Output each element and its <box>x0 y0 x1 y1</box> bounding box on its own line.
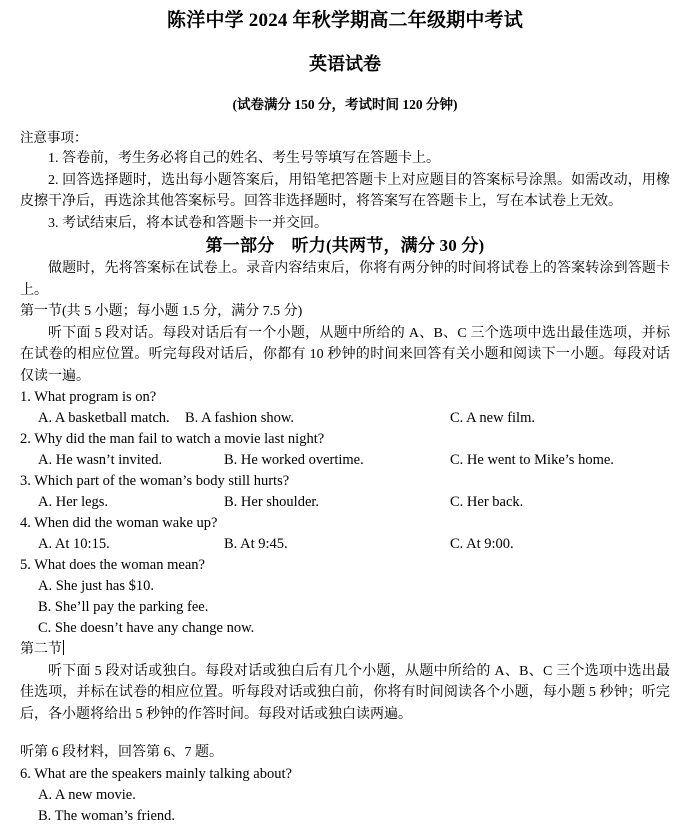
section-two-instructions: 听下面 5 段对话或独白。每段对话或独白后有几个小题，从题中所给的 A、B、C 三个选项中选出最佳选项，并标在试卷的相应位置。听每段对话或独白前，你将有时间阅读各个小题，每小题 5 秒钟；听完后，各小题将给出 5 秒钟的作答时间。每段对话或独白读两遍。 <box>20 663 670 722</box>
question-stem-6: 6. What are the speakers mainly talking about? <box>20 765 292 782</box>
question-options-1 <box>20 408 670 429</box>
option-a-3[interactable]: A. Her legs. <box>38 494 109 510</box>
section-two-heading[interactable] <box>20 639 670 661</box>
page-title: 陈洋中学 2024 年秋学期高二年级期中考试 <box>167 10 523 31</box>
notice-item-3: 3. 考试结束后，将本试卷和答题卡一并交回。 <box>48 215 328 231</box>
question-stem-3: 3. Which part of the woman’s body still hurts? <box>20 473 290 489</box>
option-c-1[interactable]: C. A new film. <box>450 410 535 426</box>
question-options-2 <box>20 450 670 471</box>
section-two-heading-text: 第二节 <box>20 642 62 657</box>
notice-item-1: 1. 答卷前，考生务必将自己的姓名、考生号等填写在答题卡上。 <box>48 151 440 166</box>
option-b-2[interactable]: B. He worked overtime. <box>224 452 364 468</box>
option-a-4[interactable]: A. At 10:15. <box>38 536 110 552</box>
section-one-instructions: 听下面 5 段对话。每段对话后有一个小题，从题中所给的 A、B、C 三个选项中选出最佳选项，并标在试卷的相应位置。听完每段对话后，你都有 10 秒钟的时间来回答有关小题和阅读下一小题。每段对话仅读一遍。 <box>20 325 670 384</box>
question-options-3 <box>20 492 670 513</box>
notice-item-2: 2. 回答选择题时，选出每小题答案后，用铅笔把答题卡上对应题目的答案标号涂黑。如需改动，用橡皮擦干净后，再选涂其他答案标号。回答非选择题时，将答案写在答题卡上，写在本试卷上无效。 <box>20 172 670 209</box>
option-a-2[interactable]: A. He wasn’t invited. <box>38 452 163 468</box>
option-b-4[interactable]: B. At 9:45. <box>224 536 288 552</box>
question-stem-4: 4. When did the woman wake up? <box>20 515 218 531</box>
option-a-5[interactable]: A. She just has $10. <box>38 578 154 594</box>
option-b-1[interactable]: B. A fashion show. <box>185 410 295 426</box>
question-stem-1: 1. What program is on? <box>20 389 157 405</box>
page-subtitle: 英语试卷 <box>309 54 381 74</box>
part-one-title: 第一部分 听力(共两节，满分 30 分) <box>205 236 485 255</box>
listening-material-lead-6: 听第 6 段材料，回答第 6、7 题。 <box>20 745 223 760</box>
question-stem-2: 2. Why did the man fail to watch a movie last night? <box>20 431 325 447</box>
option-c-5[interactable]: C. She doesn’t have any change now. <box>38 620 255 636</box>
option-a-1[interactable]: A. A basketball match. <box>38 410 170 426</box>
part-one-intro: 做题时，先将答案标在试卷上。录音内容结束后，你将有两分钟的时间将试卷上的答案转涂到答题卡上。 <box>20 261 670 298</box>
option-b-3[interactable]: B. Her shoulder. <box>224 494 320 510</box>
text-cursor-caret <box>63 640 64 655</box>
option-c-3[interactable]: C. Her back. <box>450 494 524 510</box>
question-stem-5: 5. What does the woman mean? <box>20 557 205 573</box>
notice-heading: 注意事项： <box>20 130 88 145</box>
exam-meta-line: (试卷满分 150 分，考试时间 120 分钟) <box>232 97 458 112</box>
option-b-5[interactable]: B. She’ll pay the parking fee. <box>38 599 209 615</box>
option-c-4[interactable]: C. At 9:00. <box>450 536 514 552</box>
option-b-6[interactable]: B. The woman’s friend. <box>38 807 176 824</box>
option-c-2[interactable]: C. He went to Mike’s home. <box>450 452 614 468</box>
question-options-4 <box>20 534 670 555</box>
section-one-heading: 第一节(共 5 小题；每小题 1.5 分，满分 7.5 分) <box>20 304 303 319</box>
option-a-6[interactable]: A. A new movie. <box>38 786 136 803</box>
